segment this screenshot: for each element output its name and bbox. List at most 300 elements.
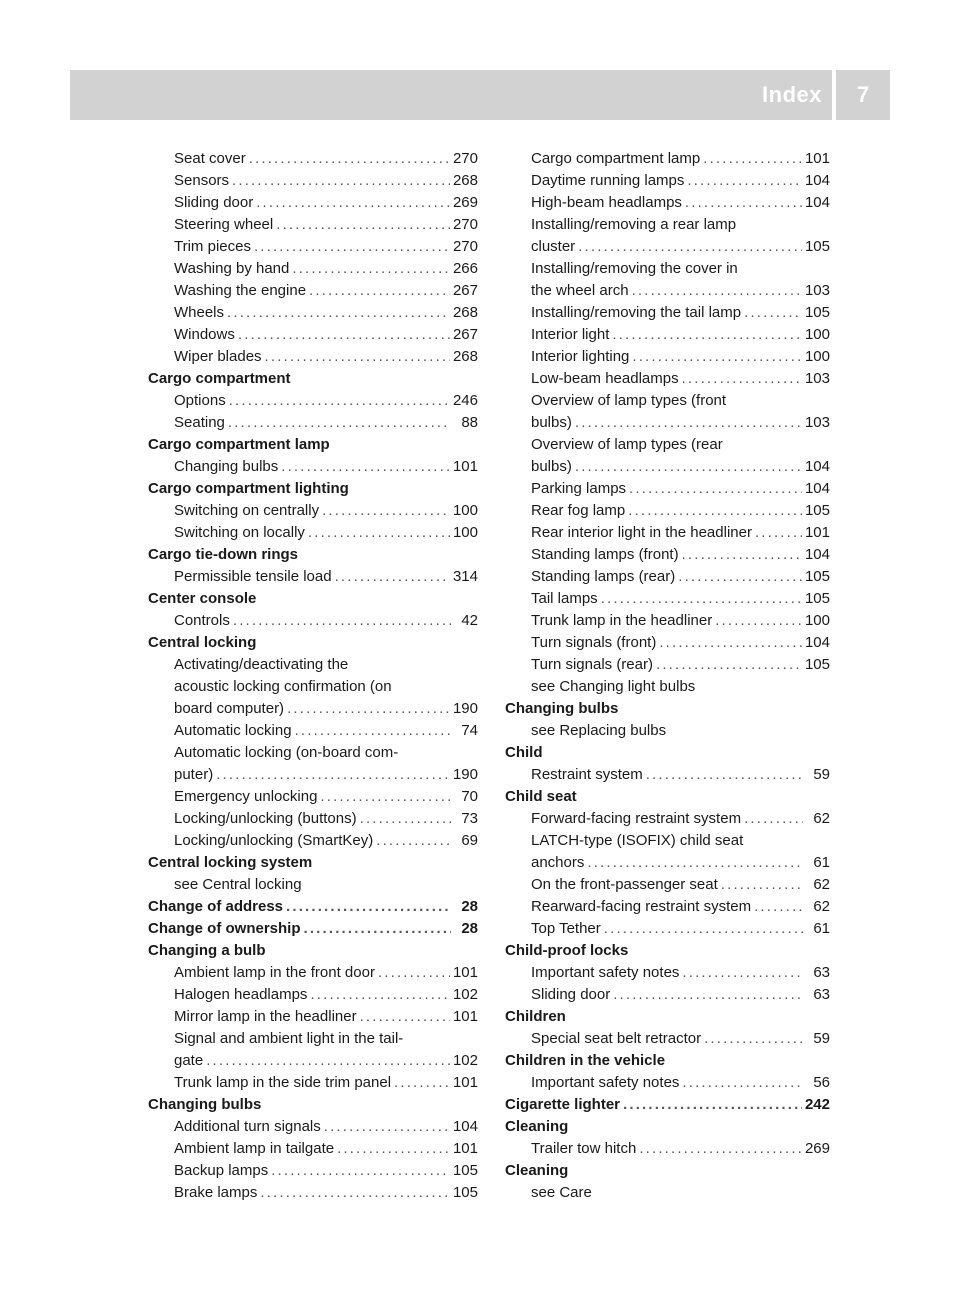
index-entry <box>505 808 830 830</box>
index-page-number: 73 <box>461 810 478 827</box>
index-entry-label: Overview of lamp types (front <box>531 392 727 409</box>
index-heading <box>505 1160 830 1182</box>
dot-leader <box>228 412 451 434</box>
index-page-number: 268 <box>452 304 478 321</box>
index-page-number: 103 <box>804 370 830 387</box>
index-entry <box>505 654 830 676</box>
index-entry-label: Ambient lamp in tailgate <box>174 1140 335 1157</box>
index-entry-label: Standing lamps (front) <box>531 546 679 563</box>
index-page-number: 100 <box>804 348 830 365</box>
page-header <box>70 70 890 120</box>
dot-leader <box>260 1182 450 1204</box>
dot-leader <box>276 214 450 236</box>
index-page-number: 103 <box>804 414 830 431</box>
index-entry <box>505 258 830 280</box>
index-heading <box>148 632 478 654</box>
index-page-number: 100 <box>804 612 830 629</box>
index-page-number: 74 <box>461 722 478 739</box>
dot-leader <box>281 456 450 478</box>
index-page-number: 268 <box>452 348 478 365</box>
index-entry <box>505 302 830 324</box>
dot-leader <box>360 1006 450 1028</box>
index-entry <box>505 830 830 852</box>
index-entry-label: Switching on locally <box>174 524 305 541</box>
index-page-number: 62 <box>813 876 830 893</box>
index-page-number: 266 <box>452 260 478 277</box>
index-page-number: 242 <box>804 1096 830 1113</box>
index-entry <box>505 456 830 478</box>
index-entry-label: Cleaning <box>505 1118 569 1135</box>
index-page-number: 28 <box>461 920 478 937</box>
index-entry <box>505 566 830 588</box>
index-entry-label: Daytime running lamps <box>531 172 685 189</box>
index-entry <box>505 632 830 654</box>
index-heading <box>148 852 478 874</box>
index-entry <box>505 1138 830 1160</box>
index-entry-label: acoustic locking confirmation (on <box>174 678 392 695</box>
index-page-number: 190 <box>452 700 478 717</box>
dot-leader <box>682 544 802 566</box>
index-entry-label: the wheel arch <box>531 282 629 299</box>
index-entry <box>148 1182 478 1204</box>
index-entry <box>505 874 830 896</box>
index-entry <box>148 720 478 742</box>
index-entry-label: Standing lamps (rear) <box>531 568 676 585</box>
dot-leader <box>629 478 802 500</box>
index-entry <box>505 1072 830 1094</box>
dot-leader <box>604 918 803 940</box>
dot-leader <box>310 984 450 1006</box>
index-entry-label: Low-beam headlamps <box>531 370 679 387</box>
header-bar <box>70 70 832 120</box>
dot-leader <box>216 764 450 786</box>
index-page-number: 70 <box>461 788 478 805</box>
dot-leader <box>612 324 802 346</box>
index-entry-label: Brake lamps <box>174 1184 258 1201</box>
index-page-number: 246 <box>452 392 478 409</box>
index-entry-label: Cargo compartment lamp <box>531 150 701 167</box>
index-entry-label: Changing bulbs <box>505 700 619 717</box>
index-entry <box>148 1160 478 1182</box>
index-entry-label: Center console <box>148 590 257 607</box>
index-heading <box>505 1094 830 1116</box>
index-entry-label: Cargo compartment <box>148 370 291 387</box>
index-entry-label: Tail lamps <box>531 590 598 607</box>
index-entry-label: Wiper blades <box>174 348 262 365</box>
index-page-number: 104 <box>804 458 830 475</box>
index-page-number: 63 <box>813 986 830 1003</box>
index-page-number: 190 <box>452 766 478 783</box>
index-entry <box>148 1050 478 1072</box>
index-entry-label: Child-proof locks <box>505 942 629 959</box>
index-entry-label: Top Tether <box>531 920 601 937</box>
dot-leader <box>628 500 802 522</box>
index-entry-label: Trunk lamp in the side trim panel <box>174 1074 392 1091</box>
index-see-reference <box>505 1182 830 1204</box>
index-entry-label: Installing/removing the cover in <box>531 260 738 277</box>
index-page-number: 104 <box>804 480 830 497</box>
index-entry-label: Central locking <box>148 634 257 651</box>
index-heading <box>505 1050 830 1072</box>
index-entry-label: Child <box>505 744 543 761</box>
index-page-number: 100 <box>804 326 830 343</box>
index-entry <box>148 214 478 236</box>
dot-leader <box>682 1072 803 1094</box>
index-entry-label: Options <box>174 392 226 409</box>
index-page-number: 62 <box>813 810 830 827</box>
index-entry <box>148 610 478 632</box>
index-page-number: 104 <box>804 546 830 563</box>
index-page-number: 104 <box>804 172 830 189</box>
index-entry <box>148 1028 478 1050</box>
index-heading <box>505 698 830 720</box>
index-page-number: 101 <box>804 150 830 167</box>
index-entry-label: Wheels <box>174 304 225 321</box>
index-entry-label: Windows <box>174 326 235 343</box>
dot-leader <box>227 302 450 324</box>
dot-leader <box>704 1028 803 1050</box>
dot-leader <box>601 588 802 610</box>
index-page-number: 59 <box>813 766 830 783</box>
index-entry <box>505 500 830 522</box>
index-entry-label: Children in the vehicle <box>505 1052 666 1069</box>
index-entry <box>148 984 478 1006</box>
index-entry-label: Interior light <box>531 326 610 343</box>
index-entry <box>505 390 830 412</box>
index-entry <box>505 412 830 434</box>
index-page-number: 56 <box>813 1074 830 1091</box>
index-entry <box>148 522 478 544</box>
dot-leader <box>265 346 450 368</box>
index-entry-label: Installing/removing the tail lamp <box>531 304 742 321</box>
index-entry <box>505 764 830 786</box>
dot-leader <box>394 1072 450 1094</box>
index-entry <box>505 346 830 368</box>
index-page-number: 270 <box>452 238 478 255</box>
index-page-number: 267 <box>452 326 478 343</box>
index-entry-label: High-beam headlamps <box>531 194 682 211</box>
dot-leader <box>656 654 802 676</box>
index-page-number: 102 <box>452 1052 478 1069</box>
index-page-number: 100 <box>452 524 478 541</box>
index-page-number: 101 <box>452 964 478 981</box>
index-entry-label: Rearward-facing restraint system <box>531 898 752 915</box>
index-page-number: 101 <box>452 1074 478 1091</box>
index-page-number: 104 <box>452 1118 478 1135</box>
index-entry <box>148 1006 478 1028</box>
dot-leader <box>232 170 450 192</box>
index-heading <box>148 918 478 940</box>
index-entry <box>505 148 830 170</box>
index-entry-label: Changing bulbs <box>174 458 279 475</box>
index-entry-label: Restraint system <box>531 766 643 783</box>
index-page-number: 59 <box>813 1030 830 1047</box>
dot-leader <box>292 258 450 280</box>
index-entry-label: Automatic locking (on-board com- <box>174 744 399 761</box>
index-entry <box>148 1116 478 1138</box>
index-entry-label: Cigarette lighter <box>505 1096 621 1113</box>
index-entry <box>505 324 830 346</box>
index-entry-label: Special seat belt retractor <box>531 1030 702 1047</box>
index-page-number: 69 <box>461 832 478 849</box>
index-entry <box>148 236 478 258</box>
dot-leader <box>295 720 451 742</box>
index-entry-label: Cargo compartment lighting <box>148 480 349 497</box>
index-entry <box>148 148 478 170</box>
dot-leader <box>639 1138 802 1160</box>
dot-leader <box>744 302 802 324</box>
index-entry <box>148 566 478 588</box>
index-heading <box>148 1094 478 1116</box>
index-entry-label: Locking/unlocking (SmartKey) <box>174 832 374 849</box>
index-page-number: 105 <box>804 304 830 321</box>
index-entry-label: Trim pieces <box>174 238 251 255</box>
index-heading <box>505 742 830 764</box>
index-entry-label: Sliding door <box>174 194 254 211</box>
dot-leader <box>320 786 451 808</box>
index-entry-label: Installing/removing a rear lamp <box>531 216 737 233</box>
index-entry-label: bulbs) <box>531 414 572 431</box>
index-entry-label: Mirror lamp in the headliner <box>174 1008 357 1025</box>
index-heading <box>505 940 830 962</box>
dot-leader <box>755 522 802 544</box>
index-entry <box>148 962 478 984</box>
index-entry <box>148 1138 478 1160</box>
index-entry-label: Emergency unlocking <box>174 788 318 805</box>
index-page-number: 88 <box>461 414 478 431</box>
index-page-number: 101 <box>452 1140 478 1157</box>
index-entry-label: Interior lighting <box>531 348 630 365</box>
index-page-number: 105 <box>804 502 830 519</box>
index-page-number: 104 <box>804 194 830 211</box>
index-entry <box>505 852 830 874</box>
index-entry <box>505 984 830 1006</box>
index-entry-label: see Changing light bulbs <box>531 678 696 695</box>
index-entry <box>505 588 830 610</box>
index-page-number: 102 <box>452 986 478 1003</box>
index-entry-label: Signal and ambient light in the tail- <box>174 1030 404 1047</box>
index-entry <box>148 500 478 522</box>
index-entry <box>505 368 830 390</box>
index-page-number: 268 <box>452 172 478 189</box>
index-page-number: 105 <box>804 568 830 585</box>
dot-leader <box>687 170 802 192</box>
dot-leader <box>703 148 802 170</box>
index-entry <box>148 698 478 720</box>
index-entry <box>148 324 478 346</box>
index-page-number: 105 <box>804 590 830 607</box>
index-column-left <box>148 148 478 1204</box>
dot-leader <box>578 236 802 258</box>
index-entry <box>505 434 830 456</box>
index-entry-label: cluster <box>531 238 576 255</box>
index-entry <box>148 654 478 676</box>
index-heading <box>148 434 478 456</box>
index-page-number: 61 <box>813 854 830 871</box>
index-entry-label: On the front-passenger seat <box>531 876 718 893</box>
index-entry-label: Rear interior light in the headliner <box>531 524 752 541</box>
index-page-number: 61 <box>813 920 830 937</box>
dot-leader <box>623 1094 802 1116</box>
index-entry <box>148 390 478 412</box>
page-number: 7 <box>836 70 890 120</box>
index-entry <box>148 1072 478 1094</box>
index-entry <box>505 192 830 214</box>
index-page-number: 100 <box>452 502 478 519</box>
index-page-number: 105 <box>452 1162 478 1179</box>
index-entry-label: board computer) <box>174 700 285 717</box>
index-page-number: 63 <box>813 964 830 981</box>
index-entry-label: Cleaning <box>505 1162 569 1179</box>
index-entry-label: Forward-facing restraint system <box>531 810 742 827</box>
index-entry-label: Changing bulbs <box>148 1096 262 1113</box>
dot-leader <box>376 830 451 852</box>
index-entry-label: gate <box>174 1052 204 1069</box>
index-entry <box>148 808 478 830</box>
index-entry <box>505 236 830 258</box>
index-heading <box>148 940 478 962</box>
index-see-reference <box>148 874 478 896</box>
dot-leader <box>287 698 450 720</box>
dot-leader <box>682 962 803 984</box>
index-entry-label: Steering wheel <box>174 216 274 233</box>
dot-leader <box>659 632 802 654</box>
index-entry-label: Trunk lamp in the headliner <box>531 612 713 629</box>
index-page-number: 269 <box>452 194 478 211</box>
dot-leader <box>575 412 802 434</box>
index-entry-label: Parking lamps <box>531 480 627 497</box>
dot-leader <box>613 984 803 1006</box>
dot-leader <box>324 1116 450 1138</box>
index-entry <box>148 258 478 280</box>
dot-leader <box>233 610 451 632</box>
index-entry-label: Backup lamps <box>174 1162 269 1179</box>
index-entry <box>505 478 830 500</box>
index-entry-label: Locking/unlocking (buttons) <box>174 810 357 827</box>
index-entry-label: Activating/deactivating the <box>174 656 349 673</box>
index-page-number: 104 <box>804 634 830 651</box>
dot-leader <box>682 368 802 390</box>
dot-leader <box>322 500 450 522</box>
index-entry-label: Overview of lamp types (rear <box>531 436 723 453</box>
dot-leader <box>378 962 450 984</box>
index-entry <box>148 192 478 214</box>
index-entry <box>505 522 830 544</box>
index-entry-label: Seating <box>174 414 225 431</box>
dot-leader <box>678 566 802 588</box>
index-entry-label: see Replacing bulbs <box>531 722 667 739</box>
index-entry <box>148 302 478 324</box>
index-entry-label: Change of address <box>148 898 284 915</box>
dot-leader <box>646 764 803 786</box>
dot-leader <box>304 918 451 940</box>
dot-leader <box>337 1138 450 1160</box>
index-heading <box>148 588 478 610</box>
index-entry-label: see Care <box>531 1184 592 1201</box>
index-entry-label: LATCH-type (ISOFIX) child seat <box>531 832 744 849</box>
index-entry-label: Important safety notes <box>531 964 680 981</box>
index-entry-label: Sliding door <box>531 986 611 1003</box>
index-entry-label: Turn signals (rear) <box>531 656 653 673</box>
index-entry-label: Cargo compartment lamp <box>148 436 330 453</box>
index-entry <box>505 544 830 566</box>
index-entry <box>148 456 478 478</box>
index-entry <box>505 1028 830 1050</box>
index-entry <box>505 896 830 918</box>
index-entry-label: Central locking system <box>148 854 313 871</box>
dot-leader <box>335 566 450 588</box>
index-page-number: 42 <box>461 612 478 629</box>
dot-leader <box>587 852 803 874</box>
index-entry <box>148 830 478 852</box>
index-entry <box>148 742 478 764</box>
index-page-number: 314 <box>452 568 478 585</box>
dot-leader <box>309 280 450 302</box>
index-entry-label: Changing a bulb <box>148 942 266 959</box>
dot-leader <box>744 808 803 830</box>
index-page-number: 101 <box>804 524 830 541</box>
index-entry-label: Ambient lamp in the front door <box>174 964 375 981</box>
index-heading <box>148 544 478 566</box>
index-entry <box>148 676 478 698</box>
page-title: Index <box>762 82 822 107</box>
index-entry-label: Trailer tow hitch <box>531 1140 637 1157</box>
index-entry-label: Important safety notes <box>531 1074 680 1091</box>
index-page-number: 270 <box>452 216 478 233</box>
index-entry <box>148 280 478 302</box>
dot-leader <box>754 896 803 918</box>
index-heading <box>505 786 830 808</box>
index-entry <box>505 214 830 236</box>
dot-leader <box>715 610 802 632</box>
index-page-number: 103 <box>804 282 830 299</box>
dot-leader <box>575 456 802 478</box>
index-entry-label: Automatic locking <box>174 722 292 739</box>
index-entry-label: Seat cover <box>174 150 246 167</box>
index-entry-label: Washing the engine <box>174 282 307 299</box>
dot-leader <box>721 874 803 896</box>
index-heading <box>505 1116 830 1138</box>
index-entry-label: Permissible tensile load <box>174 568 332 585</box>
index-entry-label: Rear fog lamp <box>531 502 626 519</box>
index-entry-label: Turn signals (front) <box>531 634 657 651</box>
dot-leader <box>286 896 451 918</box>
index-page-number: 267 <box>452 282 478 299</box>
dot-leader <box>254 236 450 258</box>
index-entry-label: Child seat <box>505 788 577 805</box>
index-entry-label: Controls <box>174 612 230 629</box>
dot-leader <box>685 192 802 214</box>
index-see-reference <box>505 676 830 698</box>
dot-leader <box>632 346 802 368</box>
index-entry-label: Change of ownership <box>148 920 301 937</box>
index-entry-label: bulbs) <box>531 458 572 475</box>
index-page-number: 101 <box>452 1008 478 1025</box>
index-entry-label: Halogen headlamps <box>174 986 308 1003</box>
dot-leader <box>256 192 450 214</box>
index-heading <box>148 368 478 390</box>
dot-leader <box>206 1050 450 1072</box>
index-entry <box>505 280 830 302</box>
dot-leader <box>229 390 450 412</box>
index-entry <box>505 962 830 984</box>
dot-leader <box>308 522 450 544</box>
index-page-number: 105 <box>804 656 830 673</box>
index-entry-label: Additional turn signals <box>174 1118 321 1135</box>
index-page-number: 105 <box>804 238 830 255</box>
index-heading <box>148 896 478 918</box>
index-entry-label: puter) <box>174 766 214 783</box>
